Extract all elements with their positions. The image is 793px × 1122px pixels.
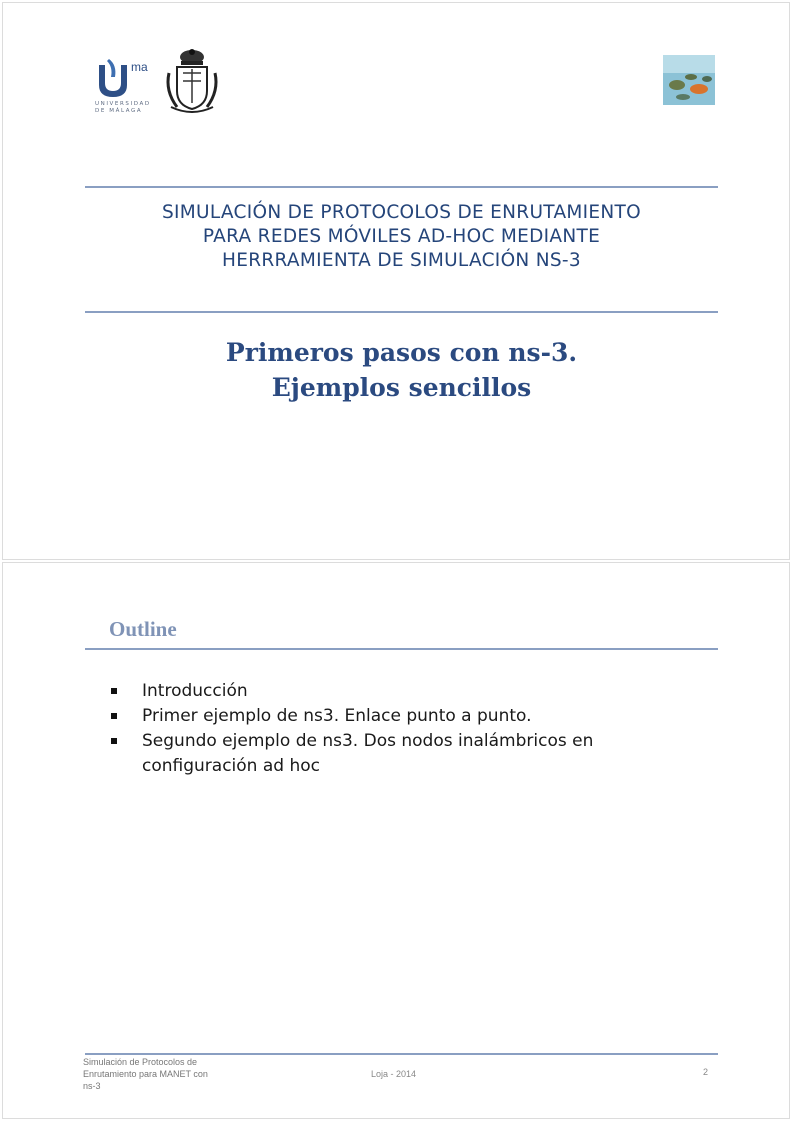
presentation-subtitle	[85, 201, 718, 273]
outline-heading: Outline	[109, 617, 177, 641]
slide-title	[85, 335, 718, 405]
title-line-1: Primeros pasos con ns-3.	[225, 338, 578, 367]
square-bullet-icon	[111, 713, 117, 719]
footer-rule	[85, 1053, 718, 1055]
logo-mark-text: ma	[131, 60, 148, 74]
footer-course-title	[83, 1056, 233, 1092]
divider-rule	[85, 311, 718, 313]
subtitle-line-2: PARA REDES MÓVILES AD-HOC MEDIANTE	[202, 226, 601, 247]
list-item-text: Primer ejemplo de ns3. Enlace punto a punto.	[142, 706, 532, 726]
university-wordmark	[95, 101, 155, 115]
header-rule	[85, 186, 718, 188]
outline-rule	[85, 648, 718, 650]
list-item	[109, 729, 689, 779]
footer-location-date: Loja - 2014	[371, 1069, 417, 1079]
title-line-2: Ejemplos sencillos	[271, 373, 532, 402]
coat-of-arms-icon	[163, 47, 221, 115]
footer-line-3: ns-3	[83, 1081, 101, 1091]
list-item	[109, 679, 689, 704]
list-item-text: Segundo ejemplo de ns3. Dos nodos inalámbricos en configuración ad hoc	[142, 731, 594, 776]
square-bullet-icon	[111, 688, 117, 694]
university-logo	[95, 55, 155, 117]
wordmark-line-2: DE MÁLAGA	[95, 108, 143, 114]
subtitle-line-1: SIMULACIÓN DE PROTOCOLOS DE ENRUTAMIENTO	[161, 202, 642, 223]
title-slide	[2, 2, 790, 560]
footer-line-2: Enrutamiento para MANET con	[83, 1069, 208, 1079]
subtitle-line-3: HERRRAMIENTA DE SIMULACIÓN NS-3	[222, 250, 581, 271]
list-item	[109, 704, 689, 729]
outline-slide	[2, 562, 790, 1119]
uma-mark-icon	[95, 55, 155, 99]
sea-turtles-image	[663, 55, 715, 105]
page-number: 2	[703, 1067, 709, 1077]
square-bullet-icon	[111, 738, 117, 744]
list-item-text: Introducción	[142, 681, 248, 701]
outline-list	[109, 679, 689, 779]
wordmark-line-1: UNIVERSIDAD	[95, 101, 151, 107]
footer-line-1: Simulación de Protocolos de	[83, 1057, 198, 1067]
